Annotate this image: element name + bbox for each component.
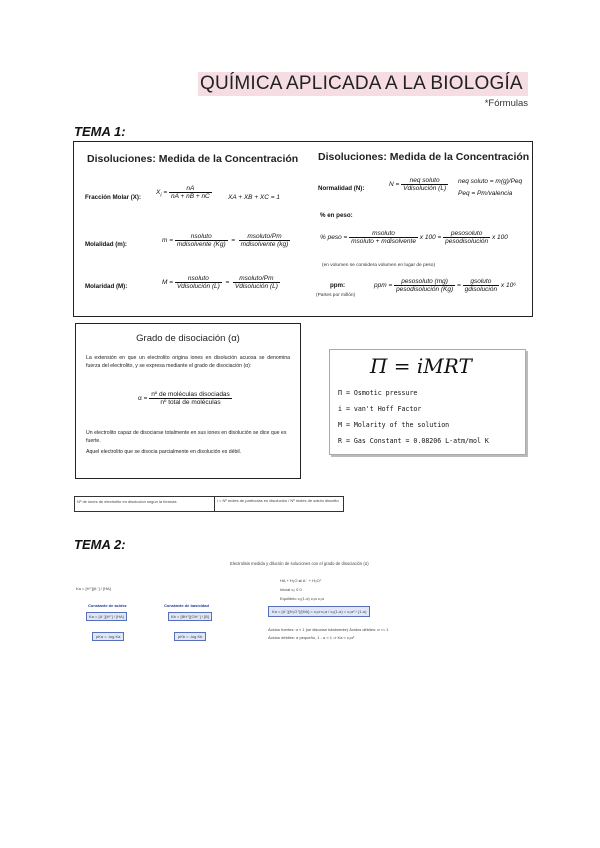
acid-constant-formula: Ka = [A⁻][H⁺] / [HA] [86, 612, 127, 621]
peso-den: msoluto + mdisolvente [351, 238, 416, 245]
peso-label: % en peso: [320, 212, 353, 219]
molaridad-label: Molaridad (M): [85, 283, 128, 290]
page-subtitle: *Fórmulas [484, 98, 528, 109]
normalidad-label: Normalidad (N): [318, 185, 365, 192]
tema2-note-2: Ácidos débiles: α pequeño, 1 - α ≈ 1 ⇒ Ka ≈ c₀α² [268, 635, 355, 640]
molaridad-num2: msoluto/Pm [239, 275, 274, 282]
dissociation-para1: La extensión en que un electrolito origina iones en disolución acuosa se denomina fuerza del electrolito, y se expresa mediante el grado de disociación (α): [86, 355, 290, 369]
ppm-num2: gsoluto [470, 278, 492, 285]
dissociation-formula [138, 391, 232, 406]
normalidad-side2: Peq = Pm/valencia [458, 190, 513, 197]
concentration-right-title: Disoluciones: Medida de la Concentración [318, 151, 530, 163]
page-title-highlight [198, 72, 528, 96]
osmotic-line-1: Π = Osmotic pressure [338, 389, 418, 397]
alpha-lhs: α = [138, 395, 148, 403]
tema1-heading: TEMA 1: [74, 124, 126, 139]
base-pkb-box: pKb = -log Kb [174, 632, 206, 641]
ppm-tail: x 10⁶ [500, 282, 516, 290]
peso-lhs: % peso = [320, 234, 348, 242]
vanthoff-table-row [74, 496, 344, 512]
osmotic-line-3: M = Molarity of the solution [338, 421, 450, 429]
normalidad-formula [389, 177, 448, 192]
fraccion-sum: XA + XB + XC = 1 [228, 194, 280, 201]
osmotic-line-4: R = Gas Constant = 0.08206 L-atm/mol K [338, 437, 489, 445]
molalidad-num2: msoluto/Pm [247, 233, 282, 240]
equilibrium-state: Equilibrio c₀(1-α) c₀α c₀α [280, 596, 324, 601]
acid-pka-box: pKa = -log Ka [92, 632, 124, 641]
molalidad-formula: m = $\frac{\text{nsoluto}}{\text{mdisolvente (Kg)}}$ = $\frac{\text{msoluto/Pm}}{\text{mdisolvente (kg)}}$ [162, 233, 289, 248]
base-constant-title: Constante de basicidad [164, 603, 209, 608]
alpha-num: nº de moléculas disociadas [151, 391, 230, 398]
molaridad-formula: M = $\frac{\text{nsoluto}}{\text{Vdisolución (L)}}$ = $\frac{\text{msoluto/Pm}}{\text{Vdisolución (L)}}$ [162, 275, 278, 290]
ppm-label: ppm: [330, 282, 346, 289]
peso-note: (en volumen se considera volumen en lugar de peso) [322, 263, 436, 268]
base-constant-formula: Kb = [BH⁺][OH⁻] / [B] [168, 612, 212, 621]
equilibrium-ka-box: Ka = [A⁻][H₃O⁺]/[HA] = c₀α·c₀α / c₀(1-α) = c₀α² / (1-α) [268, 606, 370, 617]
ppm-den2: gdisolución [464, 286, 498, 293]
alpha-den: nº total de moléculas [149, 398, 232, 406]
molaridad-den: Vdisolución (L) [176, 283, 220, 290]
tema2-left-top: Ka = [H⁺][A⁻] / [HA] [76, 586, 111, 591]
molalidad-den2: mdisolvente (kg) [240, 241, 289, 248]
ppm-formula [374, 278, 516, 293]
molaridad-num: nsoluto [187, 275, 209, 282]
equilibrium-reaction: HA + H₂O ⇌ A⁻ + H₃O⁺ [280, 578, 322, 583]
tema2-note-1: Ácidos fuertes: α ≈ 1 (se disocian totalmente) Ácidos débiles: α << 1 [268, 627, 389, 632]
ppm-sub: (Partes por millón) [316, 293, 356, 298]
vanthoff-table-left: Nº de iones de electrolito en disolución según la fórmula [75, 497, 215, 511]
normalidad-num: neq soluto [409, 177, 440, 184]
molaridad-lhs: M = [162, 279, 174, 287]
molaridad-den2: Vdisolución (L) [234, 283, 278, 290]
osmotic-box [329, 349, 526, 455]
peso-num2: pesosoluto [450, 230, 483, 237]
fraccion-num: nA [186, 185, 195, 192]
normalidad-den: Vdisolución (L) [403, 185, 447, 192]
fraccion-formula: $X_i$ = $\frac{nA}{nA + nB + nC}$ [156, 185, 210, 200]
equilibrium-initial: Inicial c₀ 0 0 [280, 587, 302, 592]
ppm-num: pesosoluto (mg) [401, 278, 448, 285]
acid-constant-title: Constante de acidez [88, 603, 127, 608]
dissociation-box [75, 323, 301, 479]
vanthoff-table-right: i = Nº moles de partículas en disolución / Nº moles de soluto disuelto [217, 498, 339, 503]
normalidad-lhs: N = [389, 181, 400, 189]
osmotic-line-2: i = van't Hoff Factor [338, 405, 422, 413]
dissociation-para2: Un electrolito capaz de disociarse totalmente en sus iones en disolución se dice que es fuerte. [86, 430, 287, 444]
molalidad-label: Molalidad (m): [85, 241, 127, 248]
fraccion-label: Fracción Molar (X): [85, 194, 142, 201]
peso-formula [320, 230, 508, 245]
molalidad-num: nsoluto [190, 233, 212, 240]
molalidad-lhs: m = [162, 237, 174, 245]
osmotic-formula: Π = iMRT [370, 354, 472, 378]
fraccion-den: nA + nB + nC [170, 193, 210, 200]
dissociation-para3: Aquel electrolito que se disocia parcialmente en disolución es débil. [86, 449, 242, 455]
concentration-box [73, 141, 533, 317]
ppm-den: pesodisolución (Kg) [396, 286, 454, 293]
ppm-eq: = [456, 282, 461, 290]
peso-mid: x 100 = [419, 234, 442, 242]
page-title: QUÍMICA APLICADA A LA BIOLOGÍA [200, 73, 523, 94]
peso-den2: pesodisolución [445, 238, 489, 245]
molalidad-den: mdisolvente (Kg) [176, 241, 226, 248]
ppm-lhs: ppm = [374, 282, 393, 290]
dissociation-title: Grado de disociación (α) [136, 333, 240, 344]
tema2-caption: Electrolisis medida y dilución de soluciones con el grado de disociación (α) [230, 561, 369, 566]
normalidad-side1: neq soluto = m(g)/Peq [458, 178, 523, 185]
tema2-heading: TEMA 2: [74, 537, 126, 552]
peso-tail: x 100 [491, 234, 508, 242]
peso-num: msoluto [372, 230, 395, 237]
concentration-left-title: Disoluciones: Medida de la Concentración [87, 153, 299, 165]
